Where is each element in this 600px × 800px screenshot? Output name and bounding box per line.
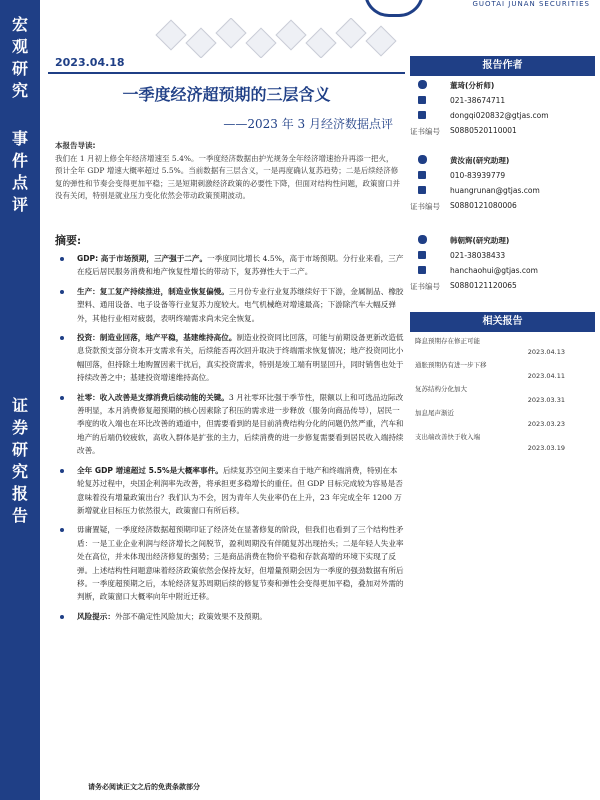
bullet-item [55,331,405,385]
bullet-item [55,252,405,279]
related-title: 降息预期存在修正可能 [415,337,480,345]
related-item[interactable] [415,360,595,382]
sidebar-label-event [0,128,40,216]
bullet-item [55,285,405,325]
related-date: 2023.04.13 [527,348,565,356]
analyst-phone: 010-83939779 [450,171,506,180]
side-char: 观 [11,37,28,56]
bullet-item [55,523,405,603]
analyst-cert: S0880121120065 [450,281,517,290]
bullet-lead: 全年 GDP 增速超过 5.5%是大概率事件。 [77,465,223,475]
bullet-text: 制造业投资同比回落，可能与前期设备更新改造低息贷款预支部分资本开支需求有关，后续能否再次回升取决于终端需求恢复情况；地产投资同比小幅回落，但持除土地购置因素干扰后，真实投资需求，特别是竣工端有明显回升，同时销售也处于持续改善之中；基建投资增速维持高位。 [77,333,404,383]
analyst-card [410,155,595,215]
bullet-dot [60,615,64,619]
side-char: 件 [11,151,28,170]
diamond-shape [215,18,246,49]
guide-text: 我们在 1 月初上修全年经济增速至 5.4%。一季度经济数据由护光规务全年经济增速抬升再添一把火，预计全年 GDP 增速大概率超过 5.5%。当前数据有三层含义，一是再度确认复苏趋势；二是后续经济修复的弹性和节奏会变得更加平稳；三是短期刺激经济政策的必要性下降，但面对结构性问题，政策窗口并没有关闭，特别是就业压力变化依然会带动政策预期波动。 [55,153,400,200]
diamond-shape [335,18,366,49]
related-item[interactable] [415,408,595,430]
related-date: 2023.03.19 [527,444,565,452]
bullet-item [55,464,405,518]
side-char: 究 [11,81,28,100]
header-divider [48,72,405,74]
cert-label: 证书编号 [410,127,440,136]
report-title: 一季度经济超预期的三层含义 [122,85,331,104]
analyst-card [410,235,595,295]
side-char: 事 [11,129,28,148]
related-title: 通胀预期仍有进一步下移 [415,361,487,369]
analyst-cert: S0880520110001 [450,126,517,135]
header-decoration [40,18,405,58]
phone-icon [418,96,426,104]
report-subtitle: ——2023 年 3 月经济数据点评 [223,117,393,131]
side-char: 券 [11,418,28,437]
analyst-name: 黄汝南(研究助理) [450,156,510,165]
bullet-lead: 投资：制造业回落，地产平稳，基建维持高位。 [77,333,237,343]
bullet-dot [60,257,64,261]
analyst-name: 韩朝辉(研究助理) [450,236,510,245]
bullet-text: 毋庸置疑，一季度经济数据超预期印证了经济处在显著修复的阶段，但我们也看到了三个结构性矛盾：一是工业企业利润与经济增长之间脱节，盈利周期没有伴随复苏出现抬头；二是年轻人失业率处在高位，并未体现出经济修复的强势；三是商品消费在物价平稳和存款高增的环境下实现了反弹。上述结构性问题意味着经济政策依然会保持友好，但增量预期会因为一季度的强劲数据有所后移。一季度超预期之后，本轮经济复苏周期后续的修复节奏和弹性会变得更加平稳，叠加对外需的判断，政策窗口大概率向年中附近迁移。 [77,525,404,602]
person-icon [418,80,427,89]
email-icon [418,266,426,274]
sidebar-label-macro [0,14,40,102]
bullet-text: 一季度同比增长 4.5%，高于市场预期。分行业来看，三产在疫后居民服务消费和地产恢复性增长的带动下，复苏弹性大于二产。 [77,254,404,277]
analyst-phone: 021-38038433 [450,251,506,260]
side-char: 研 [11,440,28,459]
bullet-text: 外部不确定性风险加大；政策效果不及预期。 [114,611,267,621]
sidebar-label-report [0,395,40,527]
side-char: 证 [11,396,28,415]
person-icon [418,155,427,164]
phone-icon [418,251,426,259]
bullet-dot [60,290,64,294]
analyst-cert: S0880121080006 [450,201,517,210]
abstract-heading: 摘要: [55,234,82,247]
related-title: 复苏结构分化加大 [415,385,467,393]
analyst-card [410,80,595,140]
cert-label: 证书编号 [410,202,440,211]
bullet-item [55,610,405,623]
bullet-lead: 风险提示： [77,611,115,621]
report-date: 2023.04.18 [55,56,125,69]
authors-header: 报告作者 [410,56,595,76]
phone-icon [418,171,426,179]
analyst-email[interactable]: dongqi020832@gtjas.com [450,111,549,120]
company-logo-text: GUOTAI JUNAN SECURITIES [472,0,590,8]
side-char: 报 [11,484,28,503]
bullet-dot [60,469,64,473]
related-date: 2023.03.31 [527,396,565,404]
side-char: 点 [11,173,28,192]
bullet-item [55,391,405,458]
diamond-shape [275,19,306,50]
related-title: 加息尾声渐近 [415,409,454,417]
company-logo-mark [364,0,424,17]
side-char: 究 [11,462,28,481]
bullet-dot [60,528,64,532]
side-char: 宏 [11,15,28,34]
disclaimer-footer: 请务必阅读正文之后的免责条款部分 [88,783,200,791]
bullet-lead: 社零：收入改善是支撑消费后续动能的关键。 [77,392,229,402]
person-icon [418,235,427,244]
analyst-phone: 021-38674711 [450,96,506,105]
bullet-text: 3 月社零环比强于季节性，限额以上和可选品边际改善明显，本月消费修复超预期的核心因素除了积压的需求进一步释放（服务向商品传导），居民一季度的收入端也在环比改善的通道中，但需要看到的是目前消费结构分化的问题仍然严重，汽车和地产的后端仍较疲软，高收入群体是扩张的主力，后续消费的进一步修复需要看到居民收入端持续改善。 [77,392,404,456]
email-icon [418,186,426,194]
bullet-lead: GDP: 高于市场预期，三产强于二产。 [77,254,208,263]
related-item[interactable] [415,336,595,358]
bullet-text: 后续复苏空间主要来自于地产和终端消费，特别在本轮复苏过程中，央国企利润率先改善，将承担更多稳增长的重任。但 GDP 目标完成较为容易是否意味着没有增量政策出台？我们认为不会，因为青年人失业率仍在上升，23 年完成全年 1200 万新增就业目标压力依然很大，政策窗口有所后移。 [77,465,403,515]
bullet-text: 三月份专业行业复苏继续好于下游，金属制品、橡胶塑料、通用设备、电子设备等行业复苏力度较大。电气机械绝对增速最高；下游除汽车大幅反弹外，其他行业相对疲弱，表明终端需求尚未完全恢复。 [77,286,404,323]
report-guide [55,140,400,203]
related-date: 2023.03.23 [527,420,565,428]
diamond-shape [245,27,276,58]
side-char: 评 [11,195,28,214]
bullet-dot [60,336,64,340]
diamond-shape [185,27,216,58]
analyst-name: 董琦(分析师) [450,81,495,90]
diamond-shape [305,27,336,58]
abstract-bullets [55,252,405,629]
bullet-lead: 生产：复工复产持续推进，制造业恢复偏慢。 [77,286,229,296]
bullet-dot [60,396,64,400]
related-item[interactable] [415,384,595,406]
analyst-email[interactable]: huangrunan@gtjas.com [450,186,540,195]
side-char: 告 [11,506,28,525]
side-char: 研 [11,59,28,78]
guide-label: 本报告导读: [55,141,96,150]
related-date: 2023.04.11 [527,372,565,380]
related-item[interactable] [415,432,595,454]
related-title: 支出端改善快于收入端 [415,433,480,441]
diamond-shape [365,25,396,56]
cert-label: 证书编号 [410,282,440,291]
email-icon [418,111,426,119]
analyst-email[interactable]: hanchaohui@gtjas.com [450,266,538,275]
diamond-shape [155,19,186,50]
related-header: 相关报告 [410,312,595,332]
